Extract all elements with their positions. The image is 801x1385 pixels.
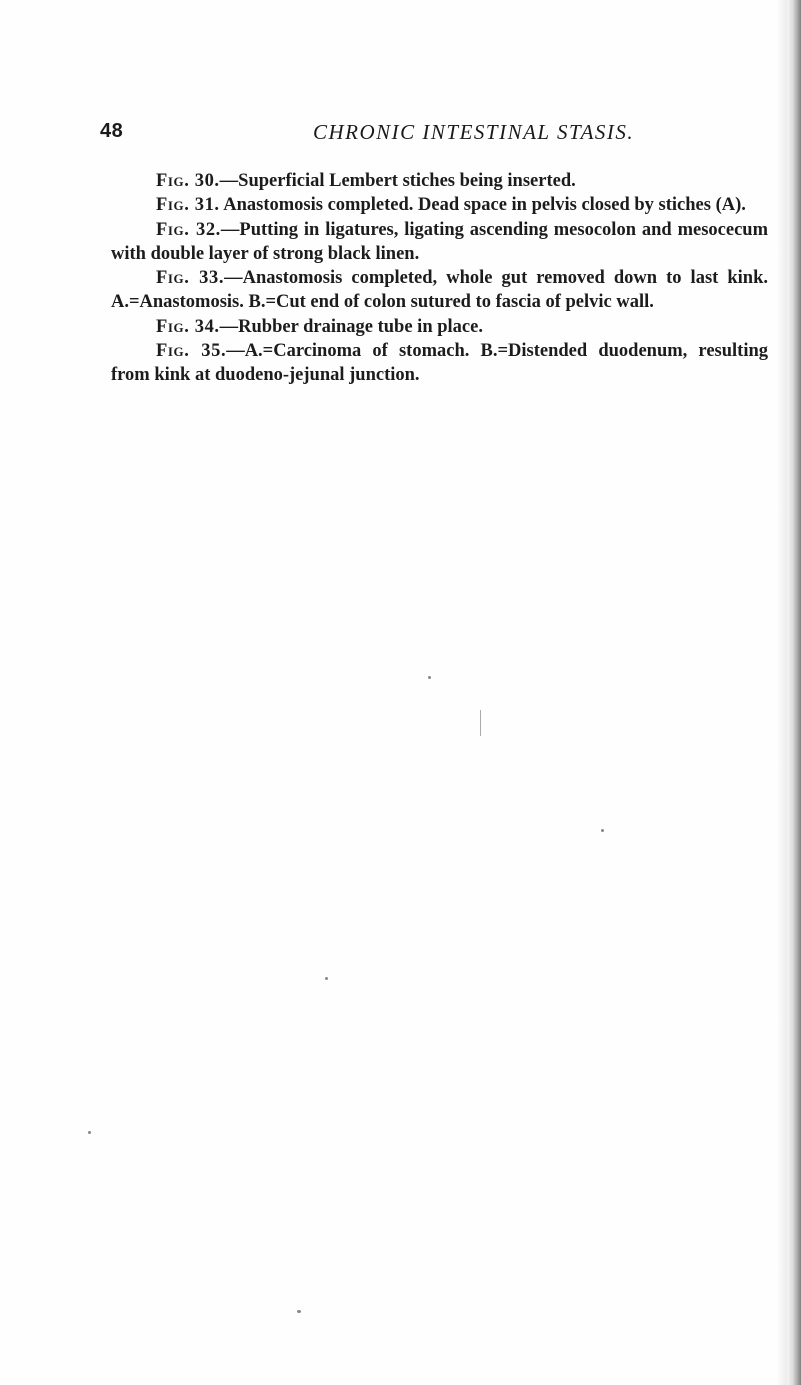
caption-label: Fig. 31. xyxy=(156,195,220,216)
caption-fig-31 xyxy=(111,193,768,217)
caption-label: Fig. 32. xyxy=(156,219,221,240)
caption-fig-34 xyxy=(111,315,768,339)
caption-text: —Anastomosis completed, whole gut removed down to last kink. A.=Anastomosis. B.=Cut end of colon sutured to fascia of pelvic wall. xyxy=(111,268,768,313)
caption-fig-32 xyxy=(111,218,768,267)
caption-fig-30 xyxy=(111,169,768,193)
paper-speck xyxy=(297,1310,301,1313)
page-header xyxy=(0,120,801,148)
caption-text: —A.=Carcinoma of stomach. B.=Distended duodenum, resulting from kink at duodeno-jejunal junction. xyxy=(111,341,768,386)
caption-text: Anastomosis completed. Dead space in pelvis closed by stiches (A). xyxy=(219,195,746,216)
page-number: 48 xyxy=(100,120,124,142)
caption-label: Fig. 34. xyxy=(156,316,220,337)
page-edge xyxy=(787,0,801,1385)
paper-speck xyxy=(428,676,431,679)
caption-text: —Putting in ligatures, ligating ascending mesocolon and mesocecum with double layer of strong black linen. xyxy=(111,219,768,264)
paper-speck xyxy=(88,1131,91,1134)
caption-label: Fig. 33. xyxy=(156,268,225,289)
paper-speck xyxy=(480,710,481,736)
caption-fig-35 xyxy=(111,339,768,388)
caption-label: Fig. 35. xyxy=(156,341,227,362)
paper-speck xyxy=(601,829,604,832)
caption-text: —Rubber drainage tube in place. xyxy=(219,316,483,337)
caption-text: —Superficial Lembert stiches being inserted. xyxy=(219,171,576,191)
figure-captions xyxy=(111,169,768,388)
page-shadow xyxy=(777,0,787,1385)
caption-fig-33 xyxy=(111,266,768,315)
caption-label: Fig. 30. xyxy=(156,171,220,191)
paper-speck xyxy=(325,977,328,980)
running-title: CHRONIC INTESTINAL STASIS. xyxy=(313,120,635,144)
